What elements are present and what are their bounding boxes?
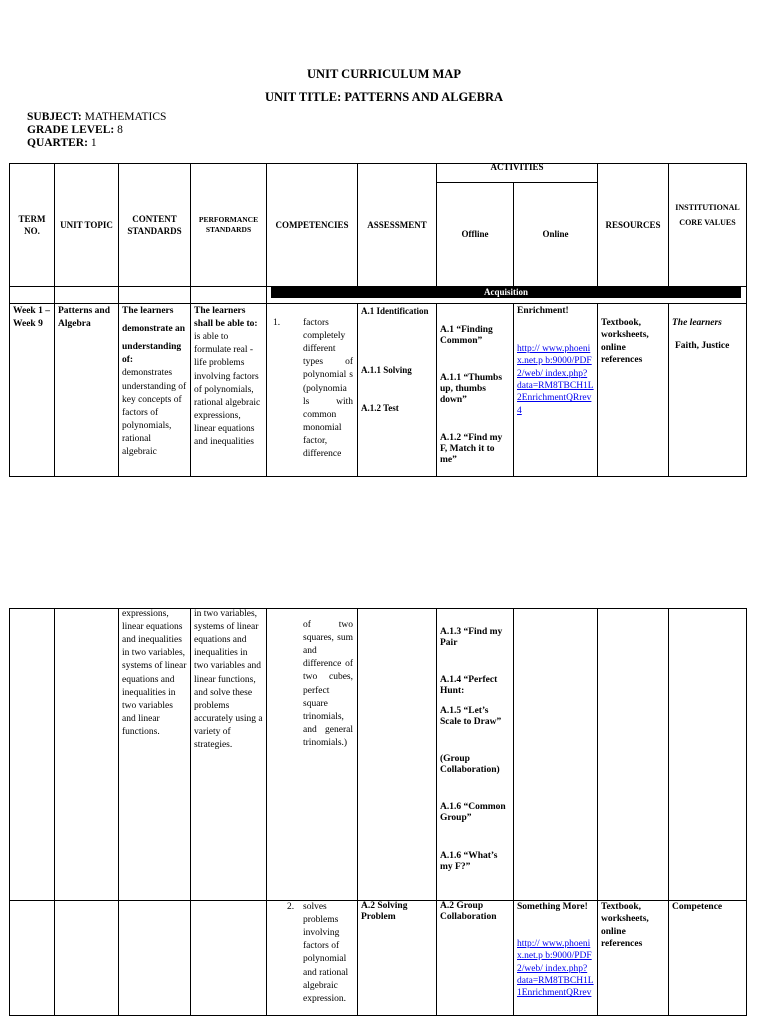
values-cell-2: Competence [672, 902, 723, 912]
offline-activity-1-1: A.1.1 “Thumbs up, thumbs down” [440, 373, 503, 405]
offline-activity-2: A.2 Group Collaboration [440, 901, 497, 923]
competency-text-2: solves problems involving factors of polynomial and rational algebraic expression. [303, 902, 349, 1004]
topic-cell: Patterns and Algebra [58, 306, 110, 330]
performance-intro: The learners shall be able to: [194, 306, 258, 330]
competency-number-1: 1. [273, 318, 281, 328]
col-header-assessment: ASSESSMENT [367, 219, 427, 230]
term-cell: Week 1 – Week 9 [13, 306, 50, 330]
performance-standards-continued: in two variables, systems of linear equations and inequalities in two variables and linear functions, and solve these problems accurately using a variety of strategies. [194, 609, 263, 751]
content-standards-cell [119, 305, 190, 476]
grade-line [27, 124, 123, 137]
quarter-label: QUARTER: [27, 137, 88, 149]
offline-activity-1-3: A.1.3 “Find my Pair [440, 627, 503, 648]
assessment-1-1: A.1.1 Solving [361, 365, 412, 375]
online-link-1[interactable]: http:// www.phoenix.net.p b:9000/PDF2/web/ index.php? data=RM8TBCH1L 2EnrichmentQRrev 4 [517, 344, 594, 416]
core-values-line-2: CORE VALUES [679, 218, 736, 228]
grade-label: GRADE LEVEL: [27, 124, 115, 136]
resources-cell-1: Textbook, worksheets, online references [601, 318, 649, 366]
col-header-performance: PERFORMANCE STANDARDS [198, 214, 259, 234]
core-values-line-1: INSTITUTIONAL [675, 203, 740, 212]
unit-title: UNIT TITLE: PATTERNS AND ALGEBRA [264, 90, 504, 104]
assessment-1-2: A.1.2 Test [361, 403, 399, 413]
document-title: UNIT CURRICULUM MAP [307, 67, 461, 81]
assessment-2: A.2 Solving Problem [361, 901, 408, 923]
online-title-1: Enrichment! [517, 306, 569, 316]
offline-activity-1-6a: A.1.6 “Common Group” [440, 802, 506, 823]
col-header-activities: ACTIVITIES [490, 161, 544, 172]
values-intro: The learners [672, 318, 722, 328]
col-header-topic: UNIT TOPIC [60, 219, 113, 230]
acquisition-bar: Acquisition [271, 286, 741, 298]
performance-standards-text: is able to formulate real - life problems involving factors of polynomials, rational algebraic expressions, linear equations and inequalities [194, 332, 261, 448]
content-intro-1: The learners [122, 306, 174, 316]
quarter-line [27, 137, 97, 150]
offline-activity-1: A.1 “Finding Common” [440, 325, 493, 346]
competency-text-1: factors completely different types of polynomial s (polynomia ls with common monomial factor, difference [303, 318, 353, 460]
offline-activity-group: (Group Collaboration) [440, 754, 500, 775]
content-standards-text: demonstrates understanding of key concepts of factors of polynomials, rational algebraic [122, 368, 187, 458]
subject-value: MATHEMATICS [81, 111, 167, 123]
competency-text-1-continued: of two squares, sum and difference of two cubes, perfect square trinomials, and general trinomials.) [303, 620, 353, 748]
online-title-2: Something More! [517, 902, 588, 912]
col-header-competencies: COMPETENCIES [275, 219, 349, 230]
col-header-resources: RESOURCES [605, 219, 661, 230]
col-header-core-values [669, 200, 746, 230]
quarter-value: 1 [87, 137, 97, 149]
col-header-offline: Offline [461, 229, 489, 240]
content-intro-2: demonstrate an [122, 324, 186, 335]
col-header-online: Online [542, 229, 569, 240]
col-header-content: CONTENT STANDARDS [127, 213, 182, 236]
content-intro-3: understanding of: [122, 342, 182, 366]
resources-cell-2: Textbook, worksheets, online references [601, 902, 649, 950]
assessment-1: A.1 Identification [361, 306, 429, 316]
offline-activity-1-4: A.1.4 “Perfect Hunt: [440, 675, 498, 696]
competency-number-2: 2. [287, 902, 295, 912]
offline-activity-1-5: A.1.5 “Let’s Scale to Draw” [440, 706, 502, 727]
offline-activity-1-2: A.1.2 “Find my F, Match it to me” [440, 433, 503, 465]
subject-line [27, 111, 166, 124]
subject-label: SUBJECT: [27, 111, 82, 123]
grade-value: 8 [114, 124, 123, 136]
online-link-2[interactable]: http:// www.phoenix.net.p b:9000/PDF2/web/ index.php? data=RM8TBCH1L 1EnrichmentQRrev [517, 939, 594, 999]
values-cell-1: Faith, Justice [675, 341, 730, 351]
col-header-term: TERM NO. [18, 213, 46, 236]
content-standards-continued: expressions, linear equations and inequalities in two variables, systems of linear equations and inequalities in two variables and linear functions. [122, 609, 187, 737]
performance-standards-cell [191, 305, 266, 476]
offline-activity-1-6b: A.1.6 “What’s my F?” [440, 851, 498, 872]
